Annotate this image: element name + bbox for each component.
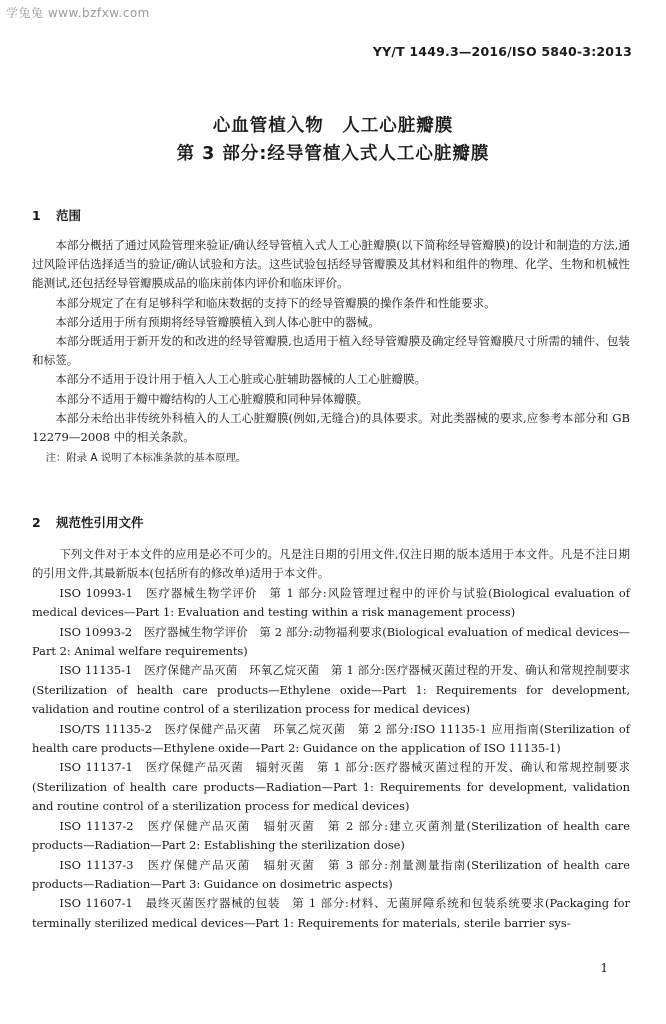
reference-item: ISO 11607-1 最终灭菌医疗器械的包装 第 1 部分:材料、无菌屏障系统和包装系统要求(Packaging for terminally sterilized medical devices—Part 1: Requirements for materials, sterile barrier sys-: [32, 896, 630, 930]
reference-item: ISO 11137-3 医疗保健产品灭菌 辐射灭菌 第 3 部分:剂量测量指南(Sterilization of health care products—Radiation—Part 3: Guidance on dosimetric aspects): [32, 857, 630, 891]
standard-code: YY/T 1449.3—2016/ISO 5840-3:2013: [372, 44, 632, 59]
watermark: 学兔兔 www.bzfxw.com: [6, 6, 150, 20]
reference-item: ISO 11137-1 医疗保健产品灭菌 辐射灭菌 第 1 部分:医疗器械灭菌过程的开发、确认和常规控制要求(Sterilization of health care products—Radiation—Part 1: Requirements for development, validation and routine control of a sterilization process for medical devices): [32, 760, 630, 814]
section-2-body: [32, 545, 630, 933]
section-1-number: 1: [32, 208, 41, 223]
paragraph: 本部分不适用于设计用于植入人工心脏或心脏辅助器械的人工心脏瓣膜。: [55, 372, 427, 387]
note: 注：附录 A 说明了本标准条款的基本原理。: [45, 452, 247, 465]
section-1-body: [32, 236, 630, 468]
reference-item: ISO 10993-1 医疗器械生物学评价 第 1 部分:风险管理过程中的评价与试验(Biological evaluation of medical devices—Part 1: Evaluation and testing within a risk management process): [32, 585, 630, 620]
paragraph: 本部分规定了在有足够科学和临床数据的支持下的经导管瓣膜的操作条件和性能要求。: [55, 295, 496, 310]
section-2-heading: [32, 513, 144, 531]
paragraph: 本部分不适用于瓣中瓣结构的人工心脏瓣膜和同种异体瓣膜。: [55, 391, 369, 406]
paragraph: 本部分既适用于新开发的和改进的经导管瓣膜,也适用于植入经导管瓣膜及确定经导管瓣膜尺寸所需的辅件、包装和标签。: [32, 334, 630, 368]
reference-item: ISO 11137-2 医疗保健产品灭菌 辐射灭菌 第 2 部分:建立灭菌剂量(Sterilization of health care products—Radiation—Part 2: Establishing the sterilization dose): [32, 818, 630, 853]
reference-item: ISO 10993-2 医疗器械生物学评价 第 2 部分:动物福利要求(Biological evaluation of medical devices—Part 2: Animal welfare requirements): [32, 624, 630, 659]
document-title: [0, 112, 666, 168]
reference-item: ISO/TS 11135-2 医疗保健产品灭菌 环氧乙烷灭菌 第 2 部分:ISO 11135-1 应用指南(Sterilization of health care products—Ethylene oxide—Part 2: Guidance on the application of ISO 11135-1): [32, 721, 630, 756]
title-line-2: 第 3 部分:经导管植入式人工心脏瓣膜: [176, 144, 490, 164]
reference-item: ISO 11135-1 医疗保健产品灭菌 环氧乙烷灭菌 第 1 部分:医疗器械灭菌过程的开发、确认和常规控制要求(Sterilization of health care products—Ethylene oxide—Part 1: Requirements for development, validation and routine control of a sterilization process for medical devices): [32, 663, 630, 717]
section-1-heading: [32, 206, 81, 224]
page-number: 1: [600, 961, 608, 975]
paragraph: 本部分概括了通过风险管理来验证/确认经导管植入式人工心脏瓣膜(以下简称经导管瓣膜)的设计和制造的方法,通过风险评估选择适当的验证/确认试验和方法。这些试验包括经导管瓣膜及其材料和组件的物理、化学、生物和机械性能测试,还包括经导管瓣膜成品的临床前体内评价和临床评价。: [32, 238, 630, 291]
paragraph: 下列文件对于本文件的应用是必不可少的。凡是注日期的引用文件,仅注日期的版本适用于本文件。凡是不注日期的引用文件,其最新版本(包括所有的修改单)适用于本文件。: [32, 547, 630, 581]
title-line-1: 心血管植入物 人工心脏瓣膜: [212, 116, 454, 136]
section-2-title: 规范性引用文件: [56, 515, 144, 530]
paragraph: 本部分适用于所有预期将经导管瓣膜植入到人体心脏中的器械。: [55, 314, 380, 329]
paragraph: 本部分未给出非传统外科植入的人工心脏瓣膜(例如,无缝合)的具体要求。对此类器械的要求,应参考本部分和 GB 12279—2008 中的相关条款。: [32, 410, 630, 445]
section-2-number: 2: [32, 515, 41, 530]
section-1-title: 范围: [56, 208, 82, 223]
